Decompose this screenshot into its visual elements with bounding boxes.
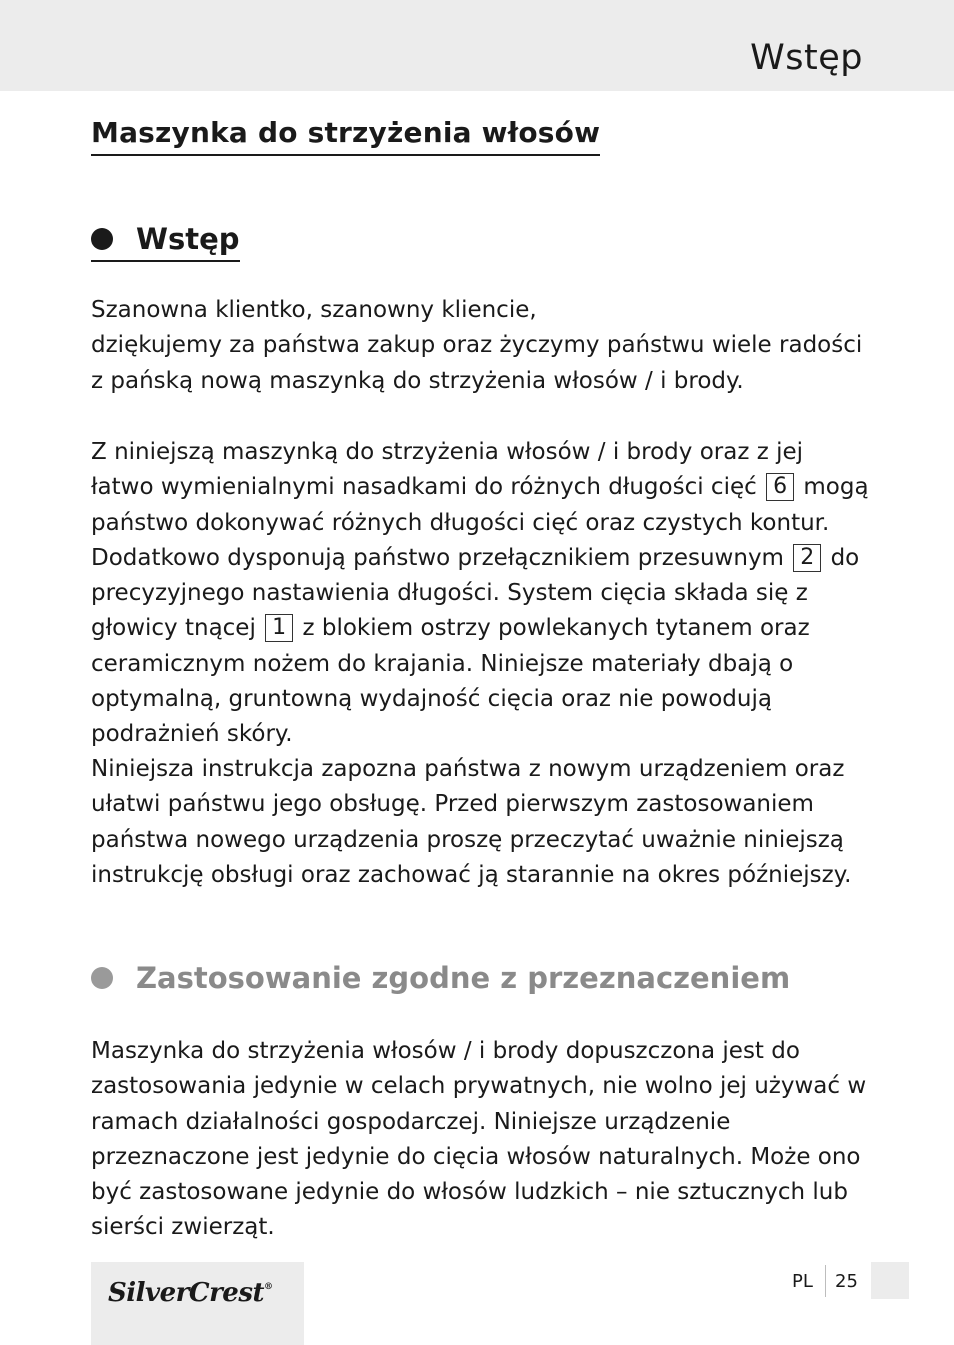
reference-number-switch: 2 [793, 544, 821, 572]
p2-text-c: do precyzyjnego nastawienia długości. System cięcia składa się z głowicy tnącej [91, 544, 860, 642]
greeting-paragraph [91, 293, 871, 399]
page-number: 25 [835, 1271, 858, 1292]
usage-paragraph: Maszynka do strzyżenia włosów / i brody dopuszczona jest do zastosowania jedynie w celach prywatnych, nie wolno jej używać w ramach działalności gospodarczej. Niniejsze urządzenie przeznaczone jest jedynie do cięcia włosów naturalnych. Może ono być zastosowane jedynie do włosów ludzkich – nie sztucznych lub sierści zwierząt. [91, 1038, 867, 1241]
bullet-icon [91, 228, 113, 250]
section-heading-usage-text: Zastosowanie zgodne z przeznaczeniem [136, 961, 791, 995]
intro-paragraph-3: Niniejsza instrukcja zapozna państwa z nowym urządzeniem oraz ułatwi państwu jego obsługę. Przed pierwszym zastosowaniem państwa nowego urządzenia proszę przeczytać uważnie niniejszą instrukcję obsługi oraz zachować ją starannie na okres późniejszy. [91, 756, 852, 888]
bullet-icon [91, 967, 113, 989]
brand-logo-part2: Crest [188, 1278, 264, 1308]
registered-mark: ® [263, 1282, 273, 1292]
brand-logo [108, 1270, 272, 1310]
reference-number-cutting-head: 1 [265, 614, 293, 642]
greeting-line-3: z pańską nową maszynką do strzyżenia włosów / i brody. [91, 367, 744, 394]
section-heading-usage [91, 959, 790, 997]
greeting-line-2: dziękujemy za państwa zakup oraz życzymy państwu wiele radości [91, 332, 863, 359]
reference-number-attachments: 6 [766, 473, 794, 501]
language-code: PL [792, 1271, 813, 1292]
intro-paragraph-2 [91, 435, 871, 753]
document-title: Maszynka do strzyżenia włosów [91, 114, 600, 156]
page-tab-marker [871, 1262, 909, 1299]
greeting-line-1: Szanowna klientko, szanowny kliencie, [91, 297, 537, 323]
section-heading-intro-text: Wstęp [136, 222, 240, 256]
footer-divider [825, 1265, 826, 1297]
brand-logo-part1: Silver [108, 1278, 189, 1308]
p2-text-b: mogą państwo dokonywać różnych długości cięć oraz czystych kontur. Dodatkowo dysponują państwo przełącznikiem przesuwnym [91, 474, 869, 571]
section-heading-intro [91, 220, 240, 262]
page-header-title: Wstęp [750, 38, 863, 78]
p2-text-a: Z niniejszą maszynką do strzyżenia włosów / i brody oraz z jej łatwo wymienialnymi nasadkami do różnych długości cięć [91, 439, 804, 501]
p2-text-d: z blokiem ostrzy powlekanych tytanem oraz ceramicznym nożem do krajania. Niniejsze materiały dbają o optymalną, gruntowną wydajność cięcia oraz nie powodują podrażnień skóry. [91, 615, 810, 748]
